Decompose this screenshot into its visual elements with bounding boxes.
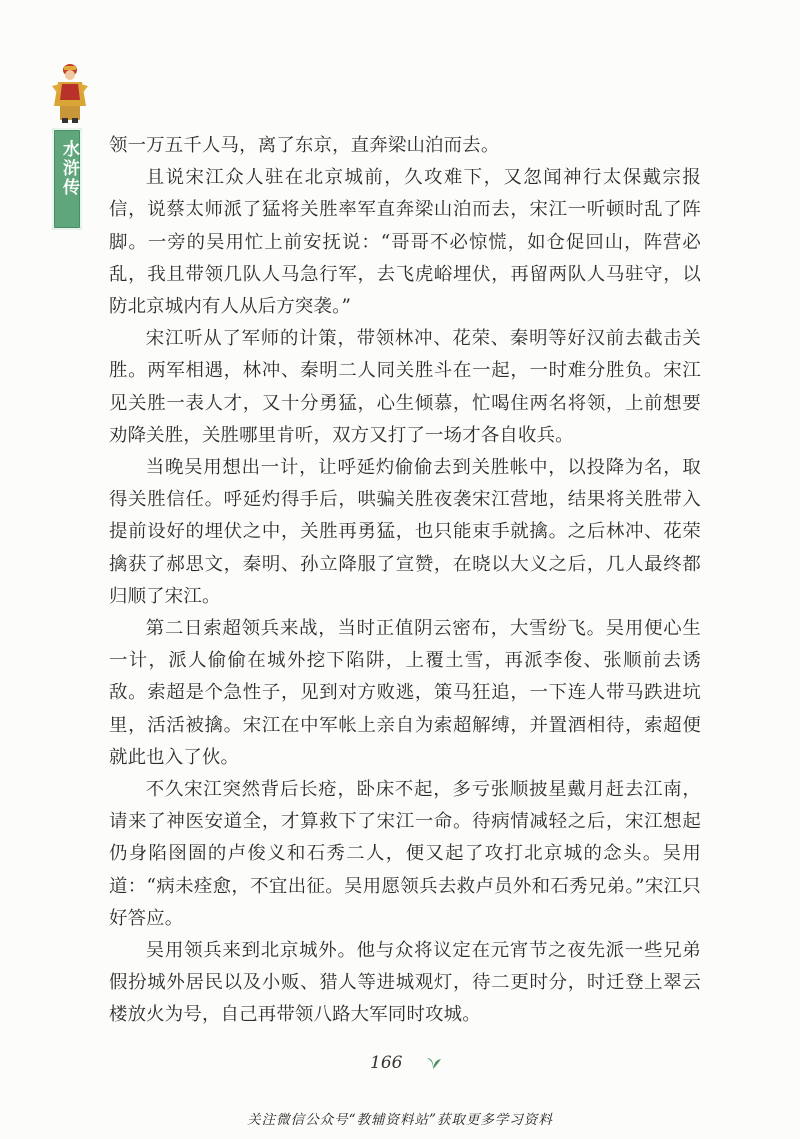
footer-note: 关注微信公众号“教辅资料站”获取更多学习资料 [247,1112,553,1128]
green-sprout-icon [424,1054,442,1070]
paragraph: 第二日索超领兵来战，当时正值阴云密布，大雪纷飞。吴用便心生一计，派人偷偷在城外挖下陷阱，上覆土雪，再派李俊、张顺前去诱敌。索超是个急性子，见到对方败逃，策马狂追，一下连人带马跌进坑里，活活被擒。宋江在中军帐上亲自为索超解缚，并置酒相待，索超便就此也入了伙。 [109,618,701,768]
paragraph: 宋江听从了军师的计策，带领林冲、花荣、秦明等好汉前去截击关胜。两军相遇，林冲、秦明二人同关胜斗在一起，一时难分胜负。宋江见关胜一表人才，又十分勇猛，心生倾慕，忙喝住两名将领，上前想要劝降关胜，关胜哪里肯听，双方又打了一场才各自收兵。 [109,328,701,446]
paragraph: 不久宋江突然背后长疮，卧床不起，多亏张顺披星戴月赶去江南，请来了神医安道全，才算救下了宋江一命。待病情减轻之后，宋江想起仍身陷囹圄的卢俊义和石秀二人，便又起了攻打北京城的念头。吴用道：“病未痊愈，不宜出征。吴用愿领兵去救卢员外和石秀兄弟。”宋江只好答应。 [109,779,701,929]
paragraph: 且说宋江众人驻在北京城前，久攻难下，又忽闻神行太保戴宗报信，说蔡太师派了猛将关胜率军直奔梁山泊而去，宋江一听顿时乱了阵脚。一旁的吴用忙上前安抚说：“哥哥不必惊慌，如仓促回山，阵营必乱，我且带领几队人马急行军，去飞虎峪埋伏，再留两队人马驻守，以防北京城内有人从后方突袭。” [109,167,701,318]
paragraph: 当晚吴用想出一计，让呼延灼偷偷去到关胜帐中，以投降为名，取得关胜信任。呼延灼得手后，哄骗关胜夜袭宋江营地，结果将关胜带入提前设好的埋伏之中，关胜再勇猛，也只能束手就擒。之后林冲、花荣擒获了郝思文，秦明、孙立降服了宣赞，在晓以大义之后，几人最终都归顺了宋江。 [109,457,701,607]
opera-general-figure-icon [50,62,90,124]
book-title: 水浒传 [59,140,79,197]
page-body [109,130,701,1032]
paragraph: 吴用领兵来到北京城外。他与众将议定在元宵节之夜先派一些兄弟假扮城外居民以及小贩、猎人等进城观灯，待二更时分，时迁登上翠云楼放火为号，自己再带领八路大军同时攻城。 [109,940,701,1026]
page-number: 166 [370,1053,403,1073]
book-title-tab [52,128,82,230]
paragraph: 领一万五千人马，离了东京，直奔梁山泊而去。 [109,135,500,156]
